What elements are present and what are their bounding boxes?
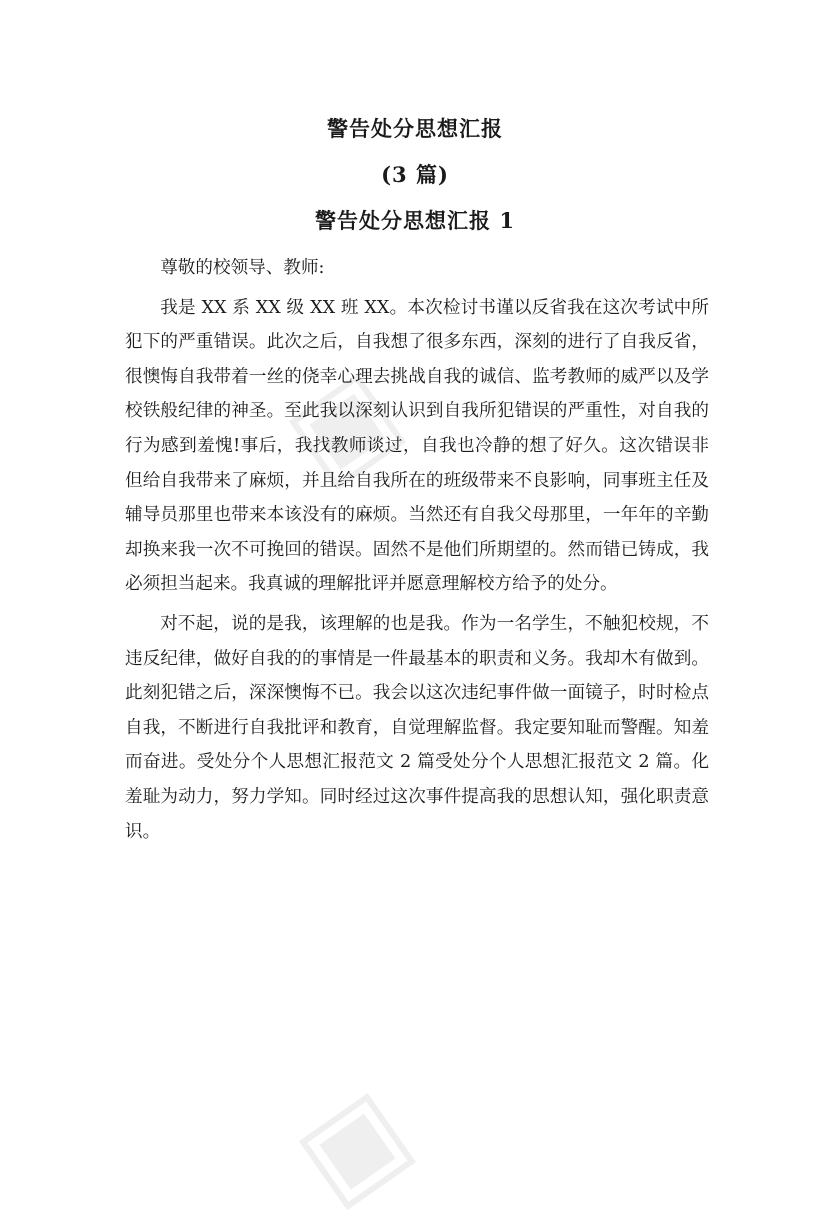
document-title: 警告处分思想汇报 xyxy=(327,116,503,141)
watermark: ▣ xyxy=(272,1061,432,1226)
paragraph: 对不起，说的是我，该理解的也是我。作为一名学生，不触犯校规，不违反纪律，做好自我的的事情是一件最基本的职责和义务。我却木有做到。此刻犯错之后，深深懊悔不已。我会以这次违纪事件做一面镜子，时时检点自我，不断进行自我批评和教育，自觉理解监督。我定要知耻而警醒。知羞而奋进。受处分个人思想汇报范文 2 篇受处分个人思想汇报范文 2 篇。化羞耻为动力，努力学知。同时经过这次事件提高我的思想认知，强化职责意识。 xyxy=(125,613,709,842)
section-title: 警告处分思想汇报 1 xyxy=(315,208,515,233)
paragraph: 我是 XX 系 XX 级 XX 班 XX。本次检讨书谨以反省我在这次考试中所犯下的严重错误。此次之后，自我想了很多东西，深刻的进行了自我反省，很懊悔自我带着一丝的侥幸心理去挑战自我的诚信、监考教师的威严以及学校铁般纪律的神圣。至此我以深刻认识到自我所犯错误的严重性，对自我的行为感到羞愧!事后，我找教师谈过，自我也冷静的想了好久。这次错误非但给自我带来了麻烦，并且给自我所在的班级带来不良影响，同事班主任及辅导员那里也带来本该没有的麻烦。当然还有自我父母那里，一年年的辛勤却换来我一次不可挽回的错误。固然不是他们所期望的。然而错已铸成，我必须担当起来。我真诚的理解批评并愿意理解校方给予的处分。 xyxy=(125,297,709,595)
document-subtitle: (3 篇) xyxy=(381,162,449,187)
watermark: ▣ xyxy=(262,341,422,507)
document-body xyxy=(125,251,709,849)
greeting-line: 尊敬的校领导、教师: xyxy=(160,258,325,278)
